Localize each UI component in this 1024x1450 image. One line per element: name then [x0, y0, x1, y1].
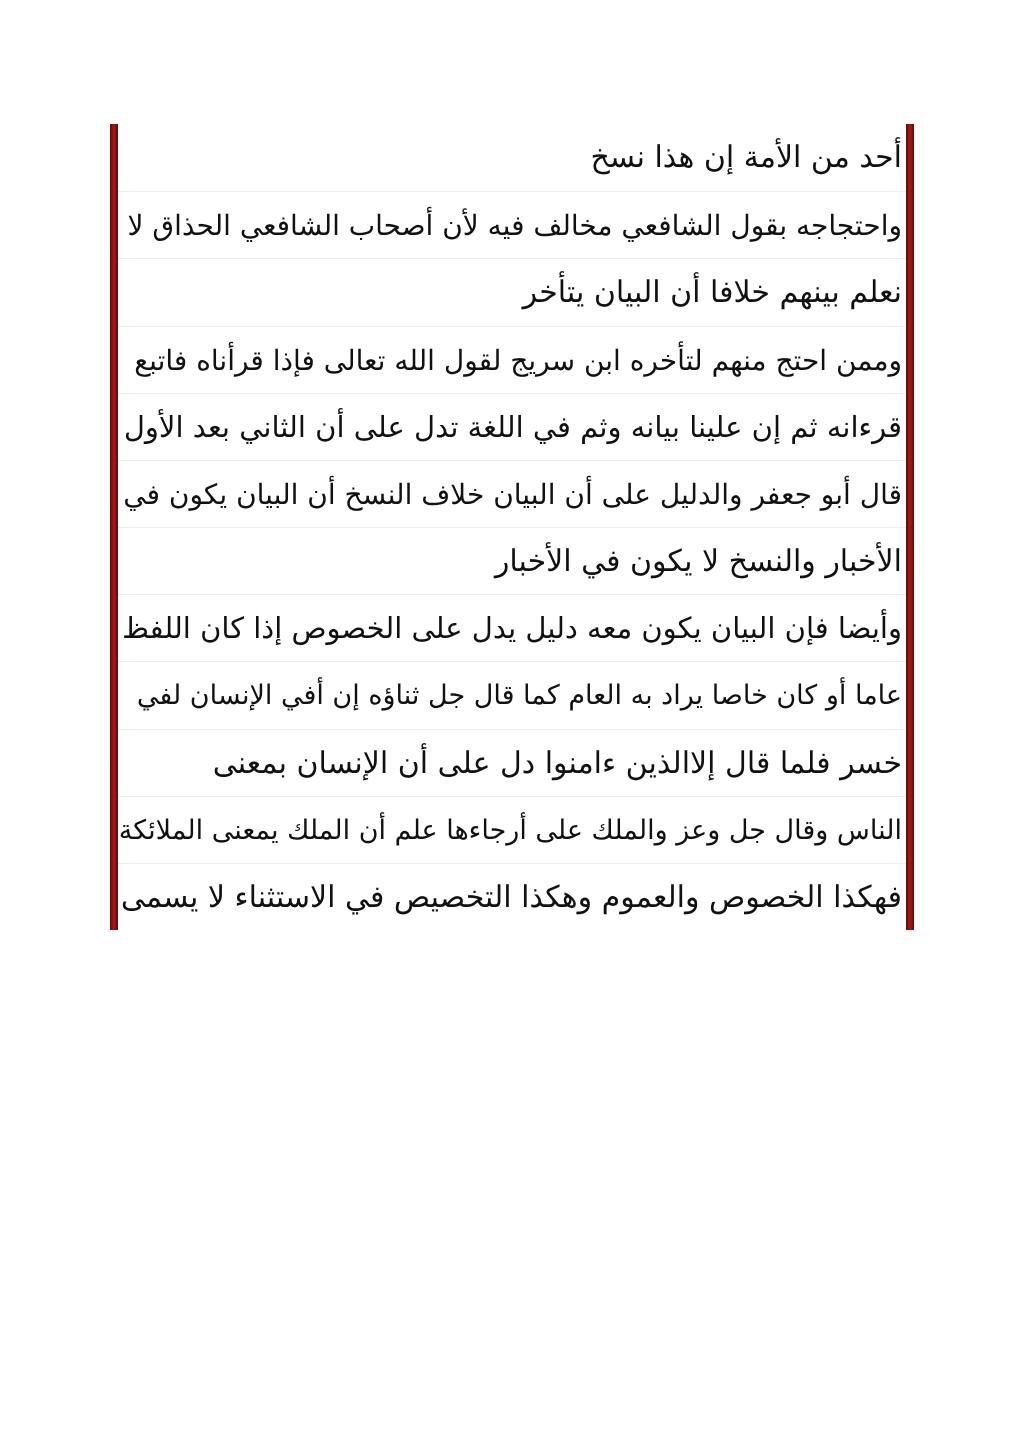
text-line-9: عاما أو كان خاصا يراد به العام كما قال جل ثناؤه إن أفي الإنسان لفي [118, 661, 906, 728]
text-line-8: وأيضا فإن البيان يكون معه دليل يدل على الخصوص إذا كان اللفظ [118, 594, 906, 661]
text-line-1: أحد من الأمة إن هذا نسخ [590, 140, 902, 175]
text-line-4: وممن احتج منهم لتأخره ابن سريج لقول الله تعالى فإذا قرأناه فاتبع [118, 326, 906, 393]
text-line-6: قال أبو جعفر والدليل على أن البيان خلاف النسخ أن البيان يكون في [118, 460, 906, 527]
text-block [118, 124, 906, 930]
text-line-12: فهكذا الخصوص والعموم وهكذا التخصيص في الاستثناء لا يسمى [118, 863, 906, 930]
text-line-11: الناس وقال جل وعز والملك على أرجاءها علم أن الملك يمعنى الملائكة [118, 796, 906, 863]
right-border-rule [906, 124, 914, 930]
text-line-2: واحتجاجه بقول الشافعي مخالف فيه لأن أصحاب الشافعي الحذاق لا [118, 191, 906, 258]
text-line-10: خسر فلما قال إلاالذين ءامنوا دل على أن الإنسان بمعنى [118, 729, 906, 796]
left-border-rule [110, 124, 118, 930]
text-line-7: الأخبار والنسخ لا يكون في الأخبار [118, 527, 906, 594]
text-line-5: قرءانه ثم إن علينا بيانه وثم في اللغة تدل على أن الثاني بعد الأول [118, 393, 906, 460]
text-line-3: نعلم بينهم خلافا أن البيان يتأخر [118, 258, 906, 325]
